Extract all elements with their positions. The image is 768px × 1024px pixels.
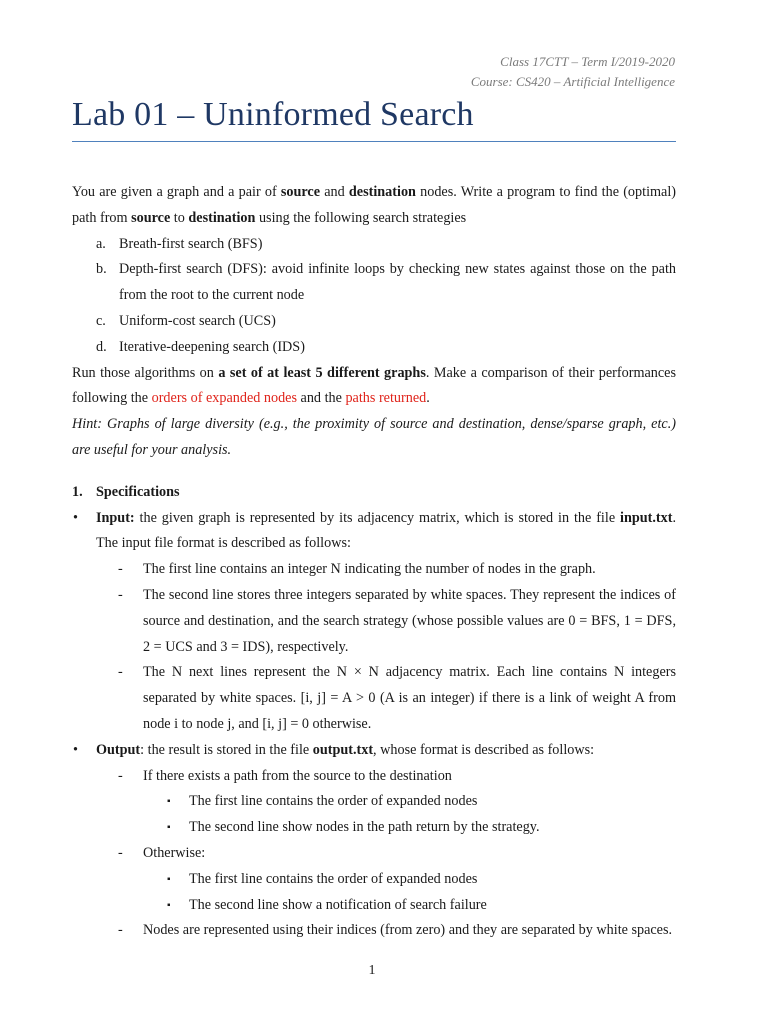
strategy-item: a. Breath-first search (BFS)	[96, 235, 263, 252]
output-square-item: ▪ The second line show nodes in the path return by the strategy.	[167, 819, 540, 836]
run-paragraph: Run those algorithms on a set of at least 5 different graphs. Make a comparison of their performances following the orders of expanded nodes and the paths returned.	[72, 364, 676, 407]
intro-paragraph: You are given a graph and a pair of source and destination nodes. Write a program to find the (optimal) path from source to destination using the following search strategies	[72, 184, 677, 226]
output-bullet: • Output: the result is stored in the file output.txt, whose format is described as follows:	[73, 741, 595, 758]
title-underline	[72, 141, 676, 142]
document-header	[471, 52, 675, 92]
page-title: Lab 01 – Uninformed Search	[72, 96, 474, 133]
strategy-item: c. Uniform-cost search (UCS)	[96, 312, 276, 329]
class-term-label: Class 17CTT – Term I/2019-2020	[500, 54, 675, 69]
course-label: Course: CS420 – Artificial Intelligence	[470, 74, 675, 89]
output-dash-item: - If there exists a path from the source to the destination	[118, 767, 452, 784]
output-dash-item: - Nodes are represented using their indices (from zero) and they are separated by white spaces.	[118, 922, 673, 939]
input-dash-item: - The first line contains an integer N indicating the number of nodes in the graph.	[118, 561, 596, 578]
output-square-item: ▪ The first line contains the order of expanded nodes	[167, 870, 478, 887]
strategy-item: b. Depth-first search (DFS): avoid infinite loops by checking new states against those on the path from the root to the current node	[96, 261, 676, 304]
page-number: 1	[368, 963, 376, 978]
section-heading-specifications: 1. Specifications	[72, 483, 180, 500]
strategy-list	[72, 232, 676, 361]
strategy-item: d. Iterative-deepening search (IDS)	[96, 338, 305, 355]
output-dash-item: - Otherwise:	[118, 844, 206, 861]
input-dash-item: - The second line stores three integers separated by white spaces. They represent the indices of source and destination, and the search strategy (whose possible values are 0 = BFS, 1 = DFS, 2 = UCS and 3 = IDS), respectively.	[118, 586, 676, 655]
output-square-item: ▪ The second line show a notification of search failure	[167, 896, 487, 913]
input-dash-item: - The N next lines represent the N × N adjacency matrix. Each line contains N integers separated by white spaces. [i, j] = A > 0 (A is an integer) if there is a link of weight A from node i to node j, and [i, j] = 0 otherwise.	[118, 664, 676, 732]
document-body	[72, 180, 676, 944]
hint-paragraph: Hint: Graphs of large diversity (e.g., the proximity of source and destination, dense/sparse graph, etc.) are useful for your analysis.	[72, 416, 676, 458]
output-square-item: ▪ The first line contains the order of expanded nodes	[167, 793, 478, 810]
input-bullet: • Input: the given graph is represented by its adjacency matrix, which is stored in the file input.txt. The input file format is described as follows:	[73, 509, 676, 552]
